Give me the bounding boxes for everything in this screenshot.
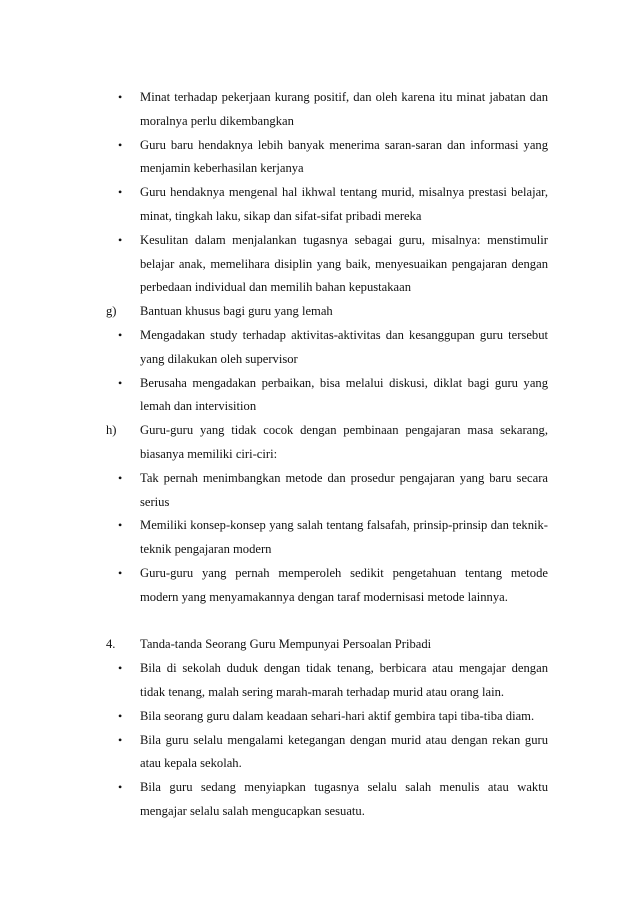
list-item [106, 657, 548, 705]
bullet-marker: • [118, 708, 123, 723]
list-item-text: Bila seorang guru dalam keadaan sehari-hari aktif gembira tapi tiba-tiba diam. [140, 708, 535, 723]
bullet-marker: • [118, 327, 123, 342]
bullet-marker: • [118, 518, 123, 533]
list-item-text: Bila guru sedang menyiapkan tugasnya selalu salah menulis atau waktu mengajar selalu salah mengucapkan sesuatu. [140, 780, 548, 818]
list-item [106, 729, 548, 777]
list-item-text: Guru baru hendaknya lebih banyak menerima saran-saran dan informasi yang menjamin keberhasilan kerjanya [140, 137, 548, 176]
bullet-marker: • [118, 780, 123, 795]
bullet-marker: • [118, 232, 123, 247]
bullet-marker: • [118, 137, 123, 152]
list-item-text: Bila guru selalu mengalami ketegangan dengan murid atau dengan rekan guru atau kepala sekolah. [140, 732, 548, 771]
letter-marker: g) [106, 304, 117, 319]
list-item-text: Mengadakan study terhadap aktivitas-aktivitas dan kesanggupan guru tersebut yang dilakukan oleh supervisor [140, 327, 548, 366]
list-item-text: Tak pernah menimbangkan metode dan prosedur pengajaran yang baru secara serius [140, 470, 548, 509]
section-heading [106, 633, 548, 657]
list-item [106, 86, 548, 134]
bullet-marker: • [118, 732, 123, 747]
list-item [106, 181, 548, 229]
sub-heading-g [106, 300, 548, 324]
list-item [106, 134, 548, 182]
list-item [106, 467, 548, 515]
list-item-text: Memiliki konsep-konsep yang salah tentang falsafah, prinsip-prinsip dan teknik-teknik pengajaran modern [140, 518, 548, 557]
bullet-marker: • [118, 470, 123, 485]
section-gap [106, 610, 548, 634]
bullet-marker: • [118, 661, 123, 676]
list-item-text: Berusaha mengadakan perbaikan, bisa melalui diskusi, diklat bagi guru yang lemah dan intervisition [140, 375, 548, 414]
list-item-text: Minat terhadap pekerjaan kurang positif, dan oleh karena itu minat jabatan dan moralnya perlu dikembangkan [140, 90, 548, 128]
list-item [106, 514, 548, 562]
bullet-marker: • [118, 565, 123, 580]
list-item [106, 776, 548, 824]
list-item [106, 705, 548, 729]
list-item [106, 562, 548, 610]
document-body [106, 86, 548, 824]
sub-heading-h [106, 419, 548, 467]
section-number: 4. [106, 637, 116, 652]
list-item-text: Kesulitan dalam menjalankan tugasnya sebagai guru, misalnya: menstimulir belajar anak, memelihara disiplin yang baik, menyesuaikan pengajaran dengan perbedaan individual dan memilih bahan kepustakaan [140, 232, 548, 295]
section-heading-text: Tanda-tanda Seorang Guru Mempunyai Persoalan Pribadi [140, 637, 432, 652]
bullet-marker: • [118, 90, 123, 104]
bullet-marker: • [118, 185, 123, 200]
sub-heading-text: Guru-guru yang tidak cocok dengan pembinaan pengajaran masa sekarang, biasanya memiliki ciri-ciri: [140, 423, 548, 461]
bullet-marker: • [118, 375, 123, 390]
list-item-text: Bila di sekolah duduk dengan tidak tenang, berbicara atau mengajar dengan tidak tenang, malah sering marah-marah terhadap murid atau orang lain. [140, 661, 548, 699]
sub-heading-text: Bantuan khusus bagi guru yang lemah [140, 304, 333, 319]
list-item [106, 229, 548, 300]
list-item-text: Guru hendaknya mengenal hal ikhwal tentang murid, misalnya prestasi belajar, minat, tingkah laku, sikap dan sifat-sifat pribadi mereka [140, 185, 548, 223]
list-item [106, 372, 548, 420]
list-item [106, 324, 548, 372]
list-item-text: Guru-guru yang pernah memperoleh sedikit pengetahuan tentang metode modern yang menyamakannya dengan taraf modernisasi metode lainnya. [140, 565, 548, 604]
letter-marker: h) [106, 423, 117, 438]
